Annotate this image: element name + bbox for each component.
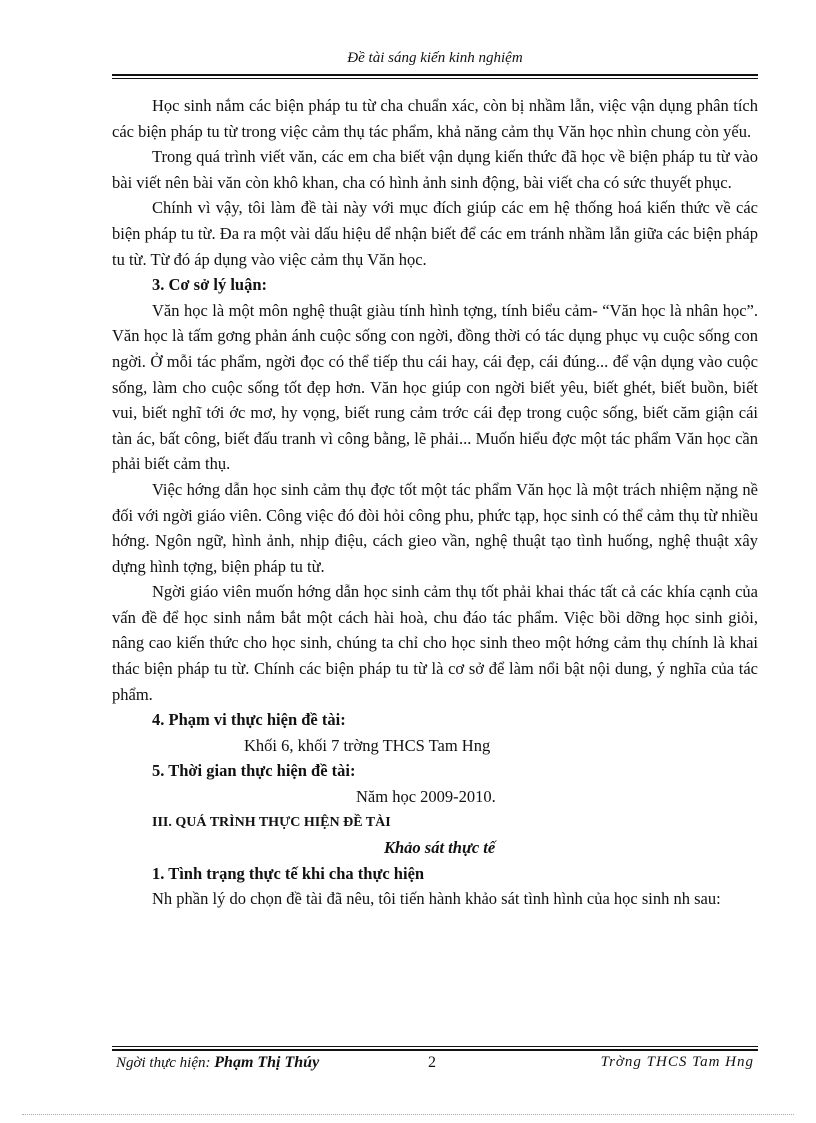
document-body xyxy=(112,93,758,912)
paragraph: Chính vì vậy, tôi làm đề tài này với mục đích giúp các em hệ thống hoá kiến thức về các biện pháp tu từ. Đa ra một vài dấu hiệu dể nhận biết để các em tránh nhầm lẫn giữa các biện pháp tu từ. Từ đó áp dụng vào việc cảm thụ Văn học. xyxy=(112,198,758,269)
chapter-heading: III. QUÁ TRÌNH THỰC HIỆN ĐỀ TÀI xyxy=(152,814,391,830)
subheading: Khảo sát thực tế xyxy=(384,838,496,858)
section-heading: 5. Thời gian thực hiện đề tài: xyxy=(152,761,356,781)
section-heading: 3. Cơ sở lý luận: xyxy=(152,275,268,295)
paragraph: Nh phần lý do chọn đề tài đã nêu, tôi tiến hành khảo sát tình hình của học sinh nh sau: xyxy=(152,889,721,909)
paragraph: Ngời giáo viên muốn hớng dẫn học sinh cảm thụ tốt phải khai thác tất cả các khía cạnh của vấn đề để học sinh nắm bắt một cách hài hoà, chu đáo tác phẩm. Việc bồi dỡng học sinh giỏi, nâng cao kiến thức cho học sinh, chúng ta chỉ cho học sinh theo một hớng cảm thụ chính là khai thác biện pháp tu từ. Chính các biện pháp tu từ là cơ sở để làm nổi bật nội dung, ý nghĩa của tác phẩm. xyxy=(112,582,758,704)
page-number: 2 xyxy=(428,1054,436,1071)
footer-rule xyxy=(112,1049,758,1051)
scope-line: Khối 6, khối 7 trờng THCS Tam Hng xyxy=(244,735,491,755)
paragraph: Trong quá trình viết văn, các em cha biết vận dụng kiến thức đã học về biện pháp tu từ vào bài viết nên bài văn còn khô khan, cha có hình ảnh sinh động, bài viết cha có sức thuyết phục. xyxy=(112,147,758,192)
paragraph: Việc hớng dẫn học sinh cảm thụ đợc tốt một tác phẩm Văn học là một trách nhiệm nặng nề đối với ngời giáo viên. Công việc đó đòi hỏi công phu, phức tạp, học sinh có thể cảm thụ từ nhiều hớng. Ngôn ngữ, hình ảnh, nhịp điệu, cách gieo vần, nghệ thuật tạo tình huống, nghệ thuật xây dựng hình tợng, biện pháp tu từ. xyxy=(112,479,758,576)
page-header: Đề tài sáng kiến kinh nghiệm xyxy=(347,50,523,66)
paragraph: Học sinh nắm các biện pháp tu từ cha chuẩn xác, còn bị nhầm lẫn, việc vận dụng phân tích các biện pháp tu từ trong việc cảm thụ tác phẩm, khả năng cảm thụ Văn học nhìn chung còn yếu. xyxy=(112,96,758,141)
page-footer xyxy=(112,1054,758,1078)
footer-author-label: Ngời thực hiện: xyxy=(116,1055,211,1071)
section-heading: 4. Phạm vi thực hiện đề tài: xyxy=(152,710,346,730)
page-edge-dots xyxy=(22,1114,794,1115)
footer-rule-thin xyxy=(112,1046,758,1047)
time-line: Năm học 2009-2010. xyxy=(356,787,496,807)
header-rule-thin xyxy=(112,78,758,79)
header-rule xyxy=(112,74,758,76)
footer-author xyxy=(116,1054,319,1072)
footer-author-name: Phạm Thị Thúy xyxy=(214,1054,320,1071)
paragraph: Văn học là một môn nghệ thuật giàu tính hình tợng, tính biểu cảm- “Văn học là nhân học”. Văn học là tấm gơng phản ánh cuộc sống con ngời, đồng thời có tác dụng phục vụ cuộc sống con ngời. Ở mỗi tác phẩm, ngời đọc có thể tiếp thu cái hay, cái đẹp, cái đúng... để vận dụng vào cuộc sống, làm cho cuộc sống tốt đẹp hơn. Văn học giúp con ngời biết yêu, biết ghét, biết buồn, biết vui, biết nghĩ tới ớc mơ, hy vọng, biết rung cảm trớc cái đẹp trong cuộc sống, biết căm giận cái tàn ác, bất công, biết đấu tranh vì công bằng, lẽ phải... Muốn hiểu đợc một tác phẩm Văn học cần phải biết cảm thụ. xyxy=(112,300,758,474)
section-heading: 1. Tình trạng thực tế khi cha thực hiện xyxy=(152,863,425,883)
footer-school: Trờng THCS Tam Hng xyxy=(600,1054,754,1070)
